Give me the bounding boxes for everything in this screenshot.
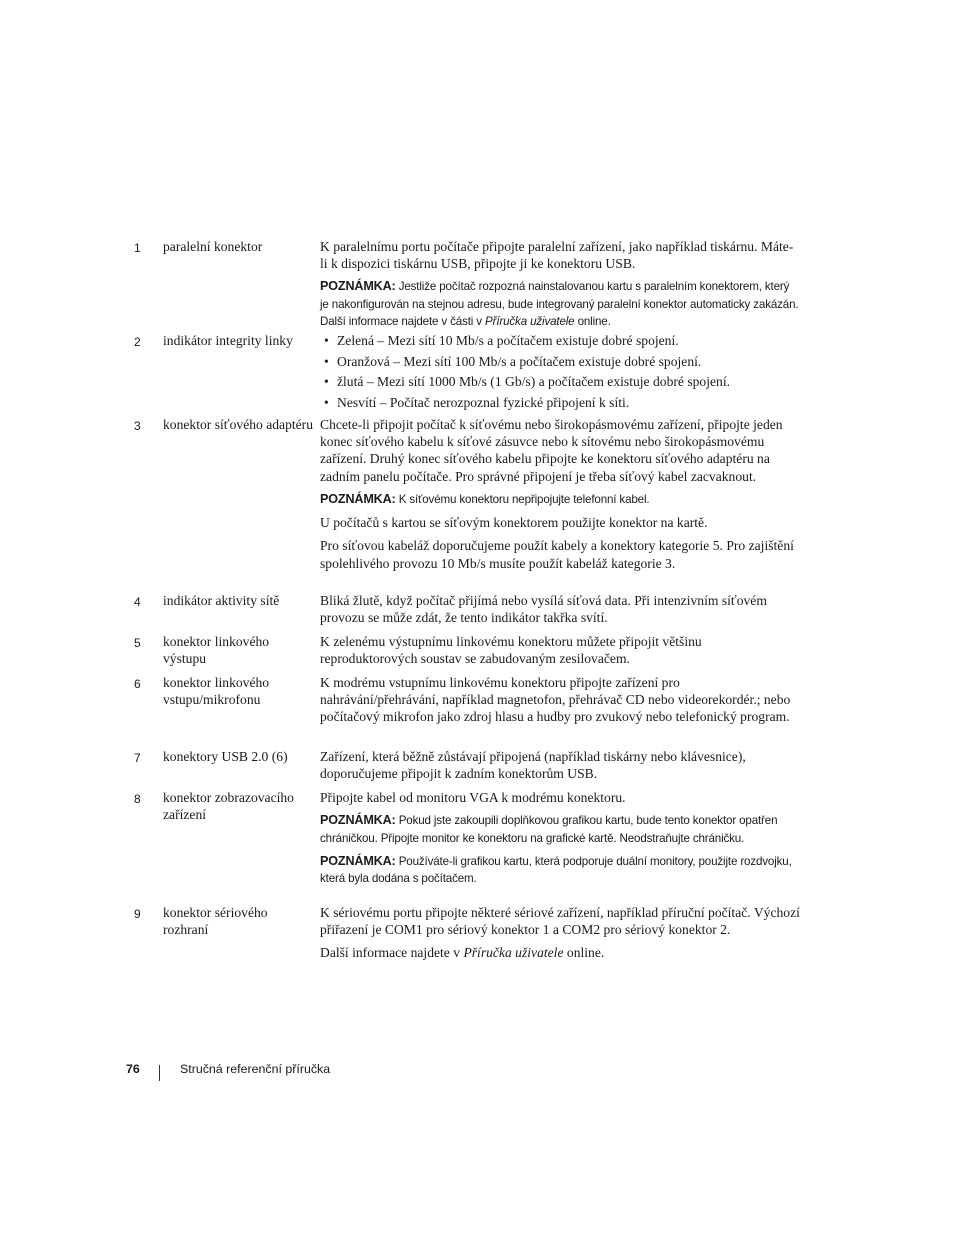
reference-title: Příručka uživatele (463, 945, 564, 961)
note-label: POZNÁMKA: (320, 854, 396, 869)
footer-divider (159, 1065, 160, 1081)
note-text: Pokud jste zakoupili doplňkovou grafikou kartu, bude tento konektor opatřen chráničkou. Připojte monitor ke konektoru na grafické kartě. Neodstraňujte chráničku. (320, 814, 778, 845)
row-description (320, 332, 800, 411)
page-number: 76 (126, 1062, 140, 1076)
note (320, 812, 800, 847)
reference-suffix: online. (566, 945, 605, 961)
description-paragraph: K zelenému výstupnímu linkovému konektoru můžete připojit většinu reproduktorových soustav se zabudovaným zesilovačem. (320, 634, 702, 667)
list-item: • Nesvítí – Počítač nerozpoznal fyzické připojení k síti. (320, 394, 800, 411)
row-term: konektor zobrazovacího zařízení (163, 790, 294, 823)
note (320, 278, 800, 330)
row-number: 5 (134, 636, 141, 650)
description-paragraph: Chcete-li připojit počítač k síťovému nebo širokopásmovému zařízení, připojte jeden konec síťového kabelu k síťové zásuvce nebo k sítovému nebo širokopásmovému zařízení. Druhý konec síťového kabelu připojte ke konektoru síťového adaptéru na zadním panelu počítače. Pro správné připojení je třeba síťový kabel zacvaknout. (320, 417, 783, 484)
note-label: POZNÁMKA: (320, 491, 396, 506)
list-item: • Oranžová – Mezi sítí 100 Mb/s a počítačem existuje dobré spojení. (320, 353, 800, 370)
note-text: Jestliže počítač rozpozná nainstalovanou kartu s paralelním konektorem, který je nakonfigurován na stejnou adresu, bude integrovaný paralelní konektor automaticky zakázán. Další informace najdete v části v (320, 280, 799, 329)
row-description (320, 633, 800, 667)
row-term: konektor síťového adaptéru (163, 417, 314, 432)
description-paragraph: K modrému vstupnímu linkovému konektoru připojte zařízení pro nahrávání/přehrávání, například magnetofon, přehrávač CD nebo videorekordér.; nebo počítačový mikrofon jako zdroj hlasu a hudby pro zvukový nebo telefonický program. (320, 675, 791, 725)
row-number: 7 (134, 751, 141, 765)
table-row (134, 789, 804, 904)
row-term: indikátor aktivity sítě (163, 593, 280, 608)
list-item: • Zelená – Mezi sítí 10 Mb/s a počítačem existuje dobré spojení. (320, 332, 800, 349)
note-text: K síťovému konektoru nepřipojujte telefonní kabel. (398, 492, 650, 506)
footer-title: Stručná referenční příručka (180, 1062, 331, 1076)
row-term: konektor linkového vstupu/mikrofonu (163, 675, 270, 708)
row-number: 6 (134, 677, 141, 691)
row-description (320, 904, 800, 962)
list-item: • žlutá – Mezi sítí 1000 Mb/s (1 Gb/s) a počítačem existuje dobré spojení. (320, 373, 800, 390)
table-row (134, 332, 804, 416)
row-term: konektor linkového výstupu (163, 634, 270, 667)
status-bullet-list (320, 332, 800, 411)
description-paragraph: U počítačů s kartou se síťovým konektorem použijte konektor na kartě. (320, 515, 708, 531)
row-description (320, 592, 800, 626)
row-number: 8 (134, 792, 141, 806)
row-description (320, 416, 800, 572)
note-label: POZNÁMKA: (320, 813, 396, 828)
reference-prefix: Další informace najdete v (320, 945, 461, 961)
note-reference: Příručka uživatele (485, 315, 575, 329)
row-number: 2 (134, 335, 141, 349)
row-description (320, 789, 800, 888)
table-row (134, 674, 804, 748)
description-paragraph: K sériovému portu připojte některé sériové zařízení, například příruční počítač. Výchozí přiřazení je COM1 pro sériový konektor 1 a COM2 pro sériový konektor 2. (320, 905, 800, 938)
table-row (134, 238, 804, 332)
row-number: 9 (134, 907, 141, 921)
row-number: 1 (134, 241, 141, 255)
description-paragraph: Zařízení, která běžně zůstávají připojená (například tiskárny nebo klávesnice), doporučujeme připojit k zadním konektorům USB. (320, 749, 746, 782)
note (320, 853, 800, 888)
row-description (320, 674, 800, 726)
row-term: konektor sériového rozhraní (163, 905, 268, 938)
description-paragraph: K paralelnímu portu počítače připojte paralelní zařízení, jako například tiskárnu. Máte-li k dispozici tiskárnu USB, připojte ji ke konektoru USB. (320, 239, 794, 272)
row-term: paralelní konektor (163, 239, 263, 254)
connector-table (134, 238, 804, 984)
description-paragraph: Připojte kabel od monitoru VGA k modrému konektoru. (320, 790, 626, 805)
row-term: konektory USB 2.0 (6) (163, 749, 288, 764)
row-description (320, 238, 800, 331)
note (320, 491, 800, 508)
note-text: Používáte-li grafikou kartu, která podporuje duální monitory, použijte rozdvojku, která byla dodána s počítačem. (320, 855, 792, 886)
description-paragraph: Bliká žlutě, když počítač přijímá nebo vysílá síťová data. Při intenzivním síťovém provozu se může zdát, že tento indikátor takřka svítí. (320, 593, 767, 626)
table-row (134, 748, 804, 789)
row-number: 4 (134, 595, 141, 609)
table-row (134, 633, 804, 674)
table-row (134, 592, 804, 633)
note-suffix: online. (577, 315, 611, 329)
table-row (134, 904, 804, 984)
note-label: POZNÁMKA: (320, 279, 396, 294)
table-row (134, 416, 804, 592)
row-term: indikátor integrity linky (163, 333, 293, 348)
row-description (320, 748, 800, 782)
description-paragraph: Pro síťovou kabeláž doporučujeme použít kabely a konektory kategorie 5. Pro zajištění spolehlivého provozu 10 Mb/s musíte použít kabeláž kategorie 3. (320, 538, 794, 571)
description-paragraph (320, 944, 800, 961)
row-number: 3 (134, 419, 141, 433)
